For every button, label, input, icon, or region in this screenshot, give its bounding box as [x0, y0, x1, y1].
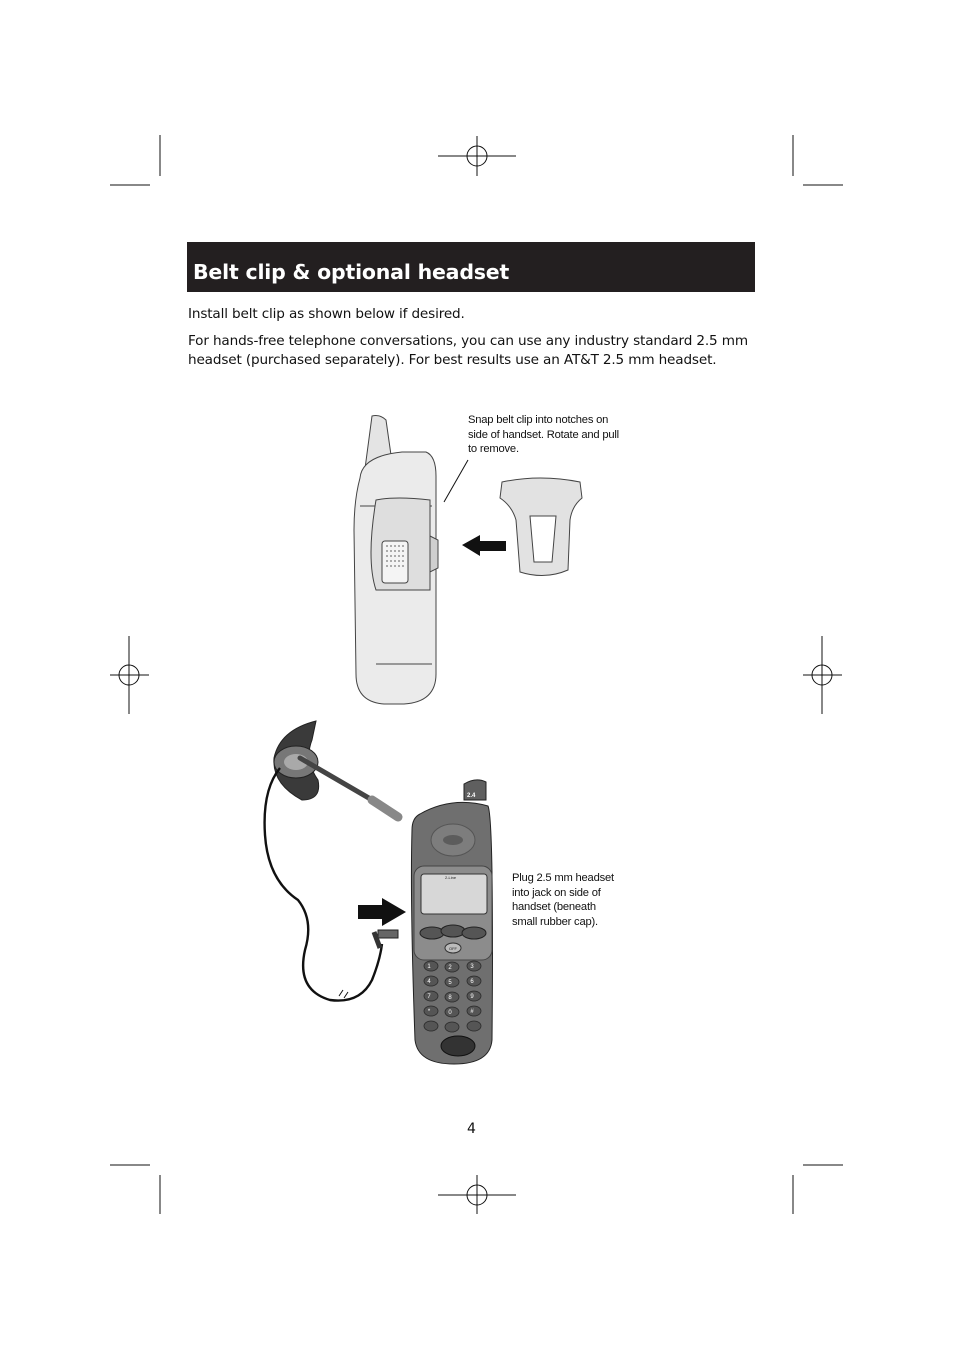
callout-line	[444, 460, 468, 502]
handset-front-illustration	[411, 780, 492, 1064]
paragraph-belt-clip: Install belt clip as shown below if desired.	[188, 306, 465, 322]
svg-text:*: *	[427, 1009, 431, 1015]
svg-text:8: 8	[448, 995, 452, 1001]
svg-text:1: 1	[427, 964, 431, 970]
headset-illustration	[265, 721, 398, 1001]
headset-caption: Plug 2.5 mm headset into jack on side of handset (beneath small rubber cap).	[512, 872, 614, 928]
svg-text:3: 3	[470, 964, 474, 970]
band-label: 2.4	[467, 793, 476, 799]
svg-text:2: 2	[448, 965, 452, 971]
insert-arrow	[462, 535, 506, 556]
svg-text:9: 9	[470, 994, 474, 1000]
svg-text:4: 4	[427, 979, 431, 985]
belt-clip-caption: Snap belt clip into notches on side of handset. Rotate and pull to remove.	[468, 414, 619, 456]
paragraph-headset: For hands-free telephone conversations, you can use any industry standard 2.5 mm headset (purchased separately). For best results use an AT&T 2.5 mm headset.	[188, 333, 748, 368]
svg-text:7: 7	[427, 994, 431, 1000]
svg-text:0: 0	[448, 1010, 452, 1016]
page-title: Belt clip & optional headset	[193, 260, 510, 284]
svg-text:#: #	[470, 1009, 474, 1015]
off-key-label: OFF	[449, 946, 457, 951]
belt-clip-illustration	[500, 478, 582, 576]
plug-arrow	[358, 898, 406, 926]
svg-text:5: 5	[448, 980, 452, 986]
handset-side-illustration	[354, 416, 438, 705]
page-number: 4	[467, 1121, 476, 1137]
screen-label: 2-Line	[445, 875, 457, 880]
svg-text:6: 6	[470, 979, 474, 985]
